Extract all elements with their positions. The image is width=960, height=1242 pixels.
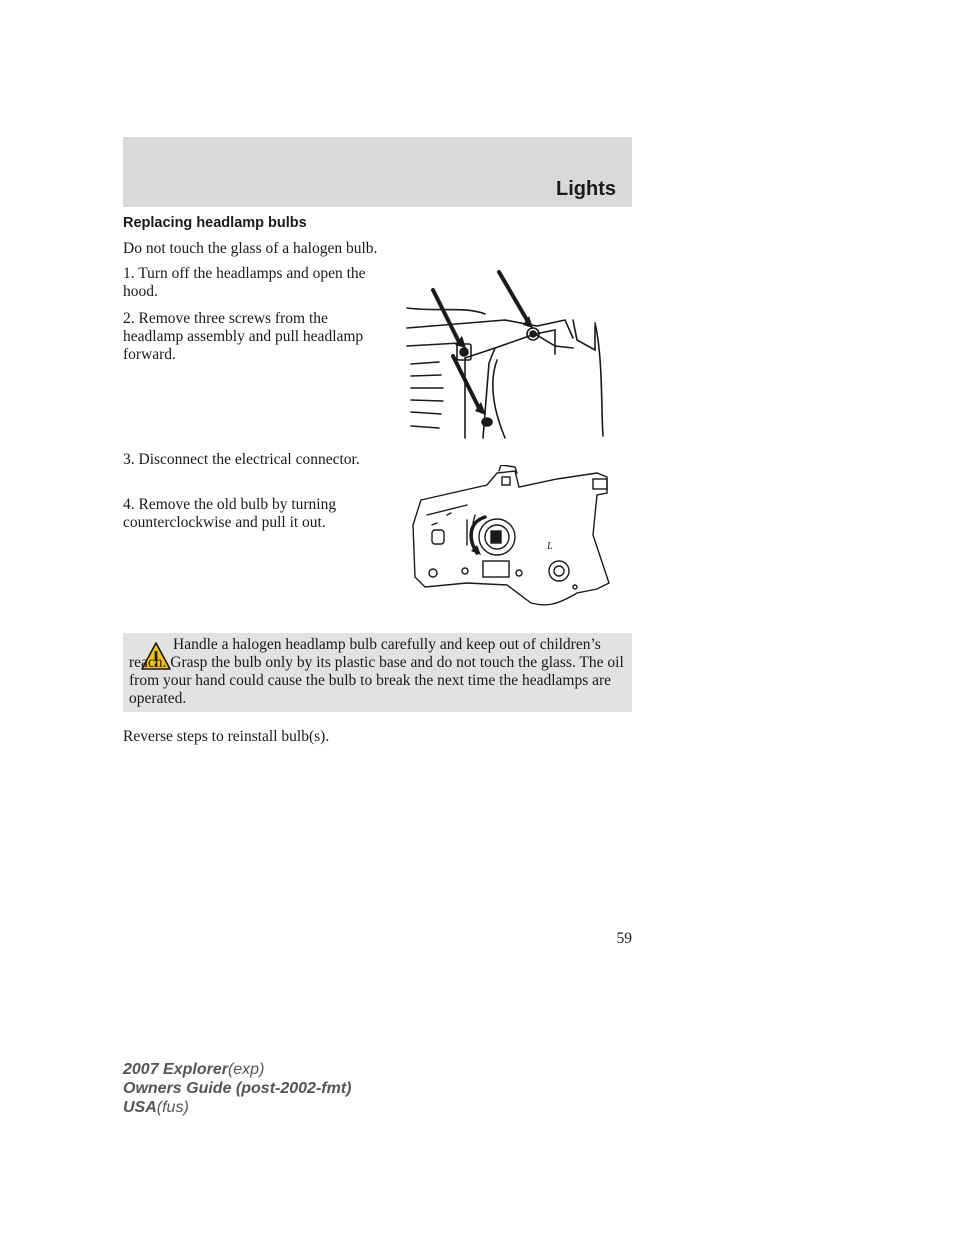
footer-model-code: (exp): [227, 1061, 265, 1078]
closing-text: Reverse steps to reinstall bulb(s).: [123, 728, 330, 745]
headlamp-bulb-removal-illustration: [407, 465, 617, 610]
step-2: 2. Remove three screws from the headlamp assembly and pull headlamp forward.: [123, 310, 364, 363]
warning-text: Handle a halogen headlamp bulb carefully and keep out of children’s reach. Grasp the bulb only by its plastic base and do not touch the glass. The oil from your hand could cause the bulb to break the next time the headlamps are operated.: [129, 636, 624, 707]
footer-region: USA: [123, 1099, 157, 1116]
footer-region-line: [123, 1098, 351, 1117]
step-4: 4. Remove the old bulb by turning counterclockwise and pull it out.: [123, 496, 337, 531]
section-heading: Replacing headlamp bulbs: [123, 215, 307, 231]
figure-label-l: L: [547, 541, 553, 552]
intro-text: Do not touch the glass of a halogen bulb.: [123, 240, 378, 257]
headlamp-screws-illustration: [405, 268, 615, 440]
footer-model: 2007 Explorer: [123, 1061, 228, 1078]
section-header-band: [123, 137, 632, 207]
step-3: 3. Disconnect the electrical connector.: [123, 451, 360, 468]
step-1: 1. Turn off the headlamps and open the hood.: [123, 265, 366, 300]
section-title: Lights: [556, 178, 616, 200]
warning-box: [123, 633, 632, 712]
footer-region-code: (fus): [156, 1099, 189, 1116]
footer-guide-line: [123, 1079, 351, 1098]
document-footer: [123, 1060, 351, 1117]
footer-model-line: [123, 1060, 351, 1079]
page-number: 59: [616, 930, 632, 947]
footer-guide: Owners Guide (post-2002-fmt): [123, 1080, 352, 1097]
